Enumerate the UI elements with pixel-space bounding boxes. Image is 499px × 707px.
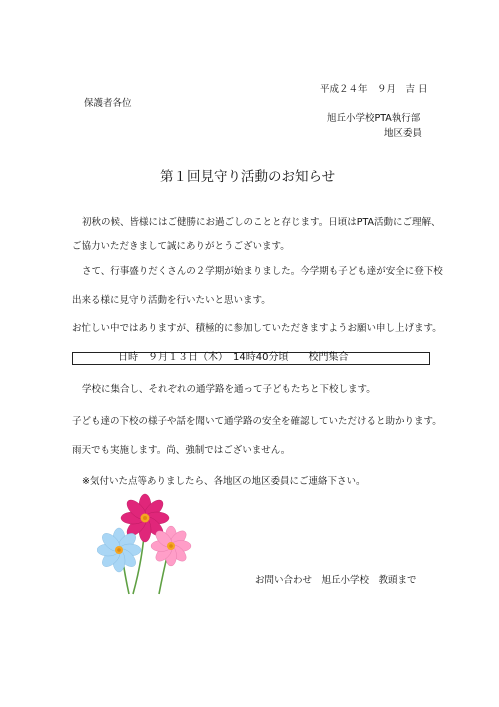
sender-dept: 地区委員	[384, 128, 423, 139]
page-title: 第１回見守り活動のお知らせ	[160, 169, 336, 185]
intro-line-1: さて、行事盛りだくさんの２学期が始まりました。今学期も子ども達が安全に登下校	[82, 266, 443, 277]
blue-cosmos-icon	[97, 528, 141, 572]
details-line-1: 学校に集合し、それぞれの通学路を通って子どもたちと下校します。	[82, 384, 376, 395]
schedule-text: 日時 ９月１３日（木） 14時40分頃 校門集合	[118, 352, 349, 363]
request-line: お忙しい中ではありますが、積極的に参加していただきますようお願い申し上げます。	[72, 323, 442, 334]
greeting-line-2: ご協力いただきまして誠にありがとうございます。	[72, 241, 290, 252]
intro-line-2: 出来る様に見守り活動を行いたいと思います。	[72, 295, 271, 306]
light-pink-cosmos-icon	[151, 526, 191, 566]
recipient: 保護者各位	[84, 98, 132, 109]
cosmos-flowers-icon	[97, 488, 203, 596]
greeting-line-1: 初秋の候、皆様にはご健勝にお過ごしのことと存じます。日頃はPTA活動にご理解、	[82, 217, 441, 228]
details-line-2: 子ども達の下校の様子や話を聞いて通学路の安全を確認していただけると助かります。	[72, 416, 442, 427]
contact-note: ※気付いた点等ありましたら、各地区の地区委員にご連絡下さい。	[82, 476, 366, 487]
footer-contact: お問い合わせ 旭丘小学校 教頭まで	[255, 575, 417, 586]
details-line-3: 雨天でも実施します。尚、強制ではございません。	[72, 445, 291, 456]
sender-org: 旭丘小学校PTA執行部	[327, 113, 421, 124]
issue-date: 平成２４年 ９月 吉 日	[320, 84, 428, 95]
